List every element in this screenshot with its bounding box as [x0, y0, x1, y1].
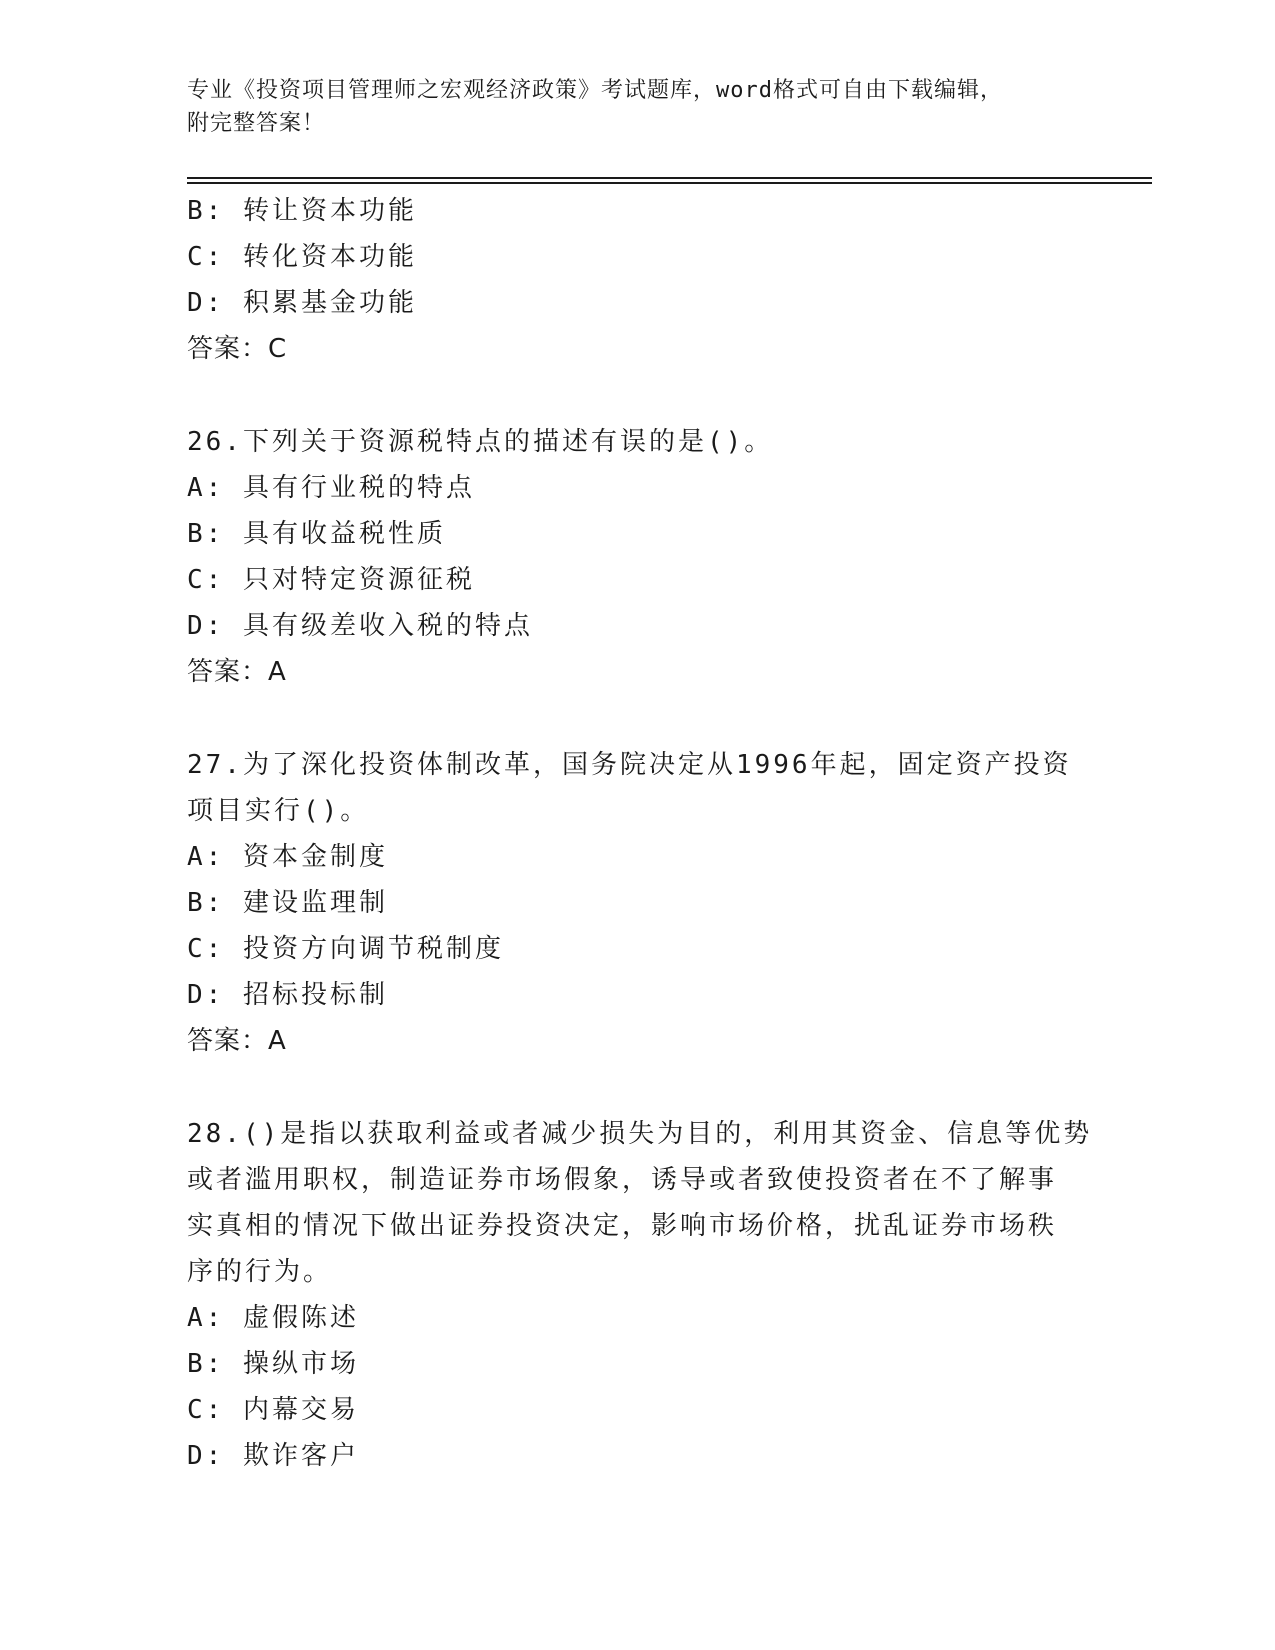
- option-b: B: 具有收益税性质: [187, 519, 446, 549]
- option-d: D: 招标投标制: [187, 980, 388, 1010]
- option-d: D: 欺诈客户: [187, 1441, 359, 1471]
- header-line-1: 专业《投资项目管理师之宏观经济政策》考试题库，word格式可自由下载编辑，: [187, 78, 1003, 103]
- question-stem: 26.下列关于资源税特点的描述有误的是()。: [187, 427, 774, 457]
- document-header: [187, 74, 1087, 140]
- header-divider-top: [187, 177, 1152, 179]
- question-content: [187, 188, 1093, 1479]
- option-d: D: 积累基金功能: [187, 288, 417, 318]
- answer-line: 答案：C: [187, 334, 288, 364]
- option-d: D: 具有级差收入税的特点: [187, 611, 533, 641]
- option-a: A: 具有行业税的特点: [187, 473, 475, 503]
- answer-line: 答案：A: [187, 1026, 287, 1056]
- option-a: A: 虚假陈述: [187, 1303, 359, 1333]
- option-b: B: 转让资本功能: [187, 196, 417, 226]
- header-divider-bottom: [187, 182, 1152, 184]
- question-spacer: [187, 372, 1087, 419]
- question-26: [187, 419, 1087, 695]
- option-c: C: 转化资本功能: [187, 242, 417, 272]
- option-b: B: 操纵市场: [187, 1349, 359, 1379]
- header-line-2: 附完整答案！: [187, 111, 326, 136]
- question-stem-line-2: 或者滥用职权，制造证券市场假象，诱导或者致使投资者在不了解事: [187, 1165, 1058, 1195]
- question-28: [187, 1111, 1093, 1479]
- answer-line: 答案：A: [187, 657, 287, 687]
- option-c: C: 只对特定资源征税: [187, 565, 475, 595]
- question-stem-line-2: 项目实行()。: [187, 796, 370, 826]
- option-c: C: 内幕交易: [187, 1395, 359, 1425]
- question-27: [187, 742, 1087, 1064]
- question-stem-line-4: 序的行为。: [187, 1257, 333, 1287]
- option-c: C: 投资方向调节税制度: [187, 934, 504, 964]
- question-spacer: [187, 1064, 1087, 1111]
- question-spacer: [187, 695, 1087, 742]
- question-25-continued: [187, 188, 1087, 372]
- question-stem-line-1: 28.()是指以获取利益或者减少损失为目的，利用其资金、信息等优势: [187, 1119, 1093, 1149]
- option-b: B: 建设监理制: [187, 888, 388, 918]
- question-stem-line-3: 实真相的情况下做出证券投资决定，影响市场价格，扰乱证券市场秩: [187, 1211, 1058, 1241]
- option-a: A: 资本金制度: [187, 842, 388, 872]
- question-stem-line-1: 27.为了深化投资体制改革，国务院决定从1996年起，固定资产投资: [187, 750, 1072, 780]
